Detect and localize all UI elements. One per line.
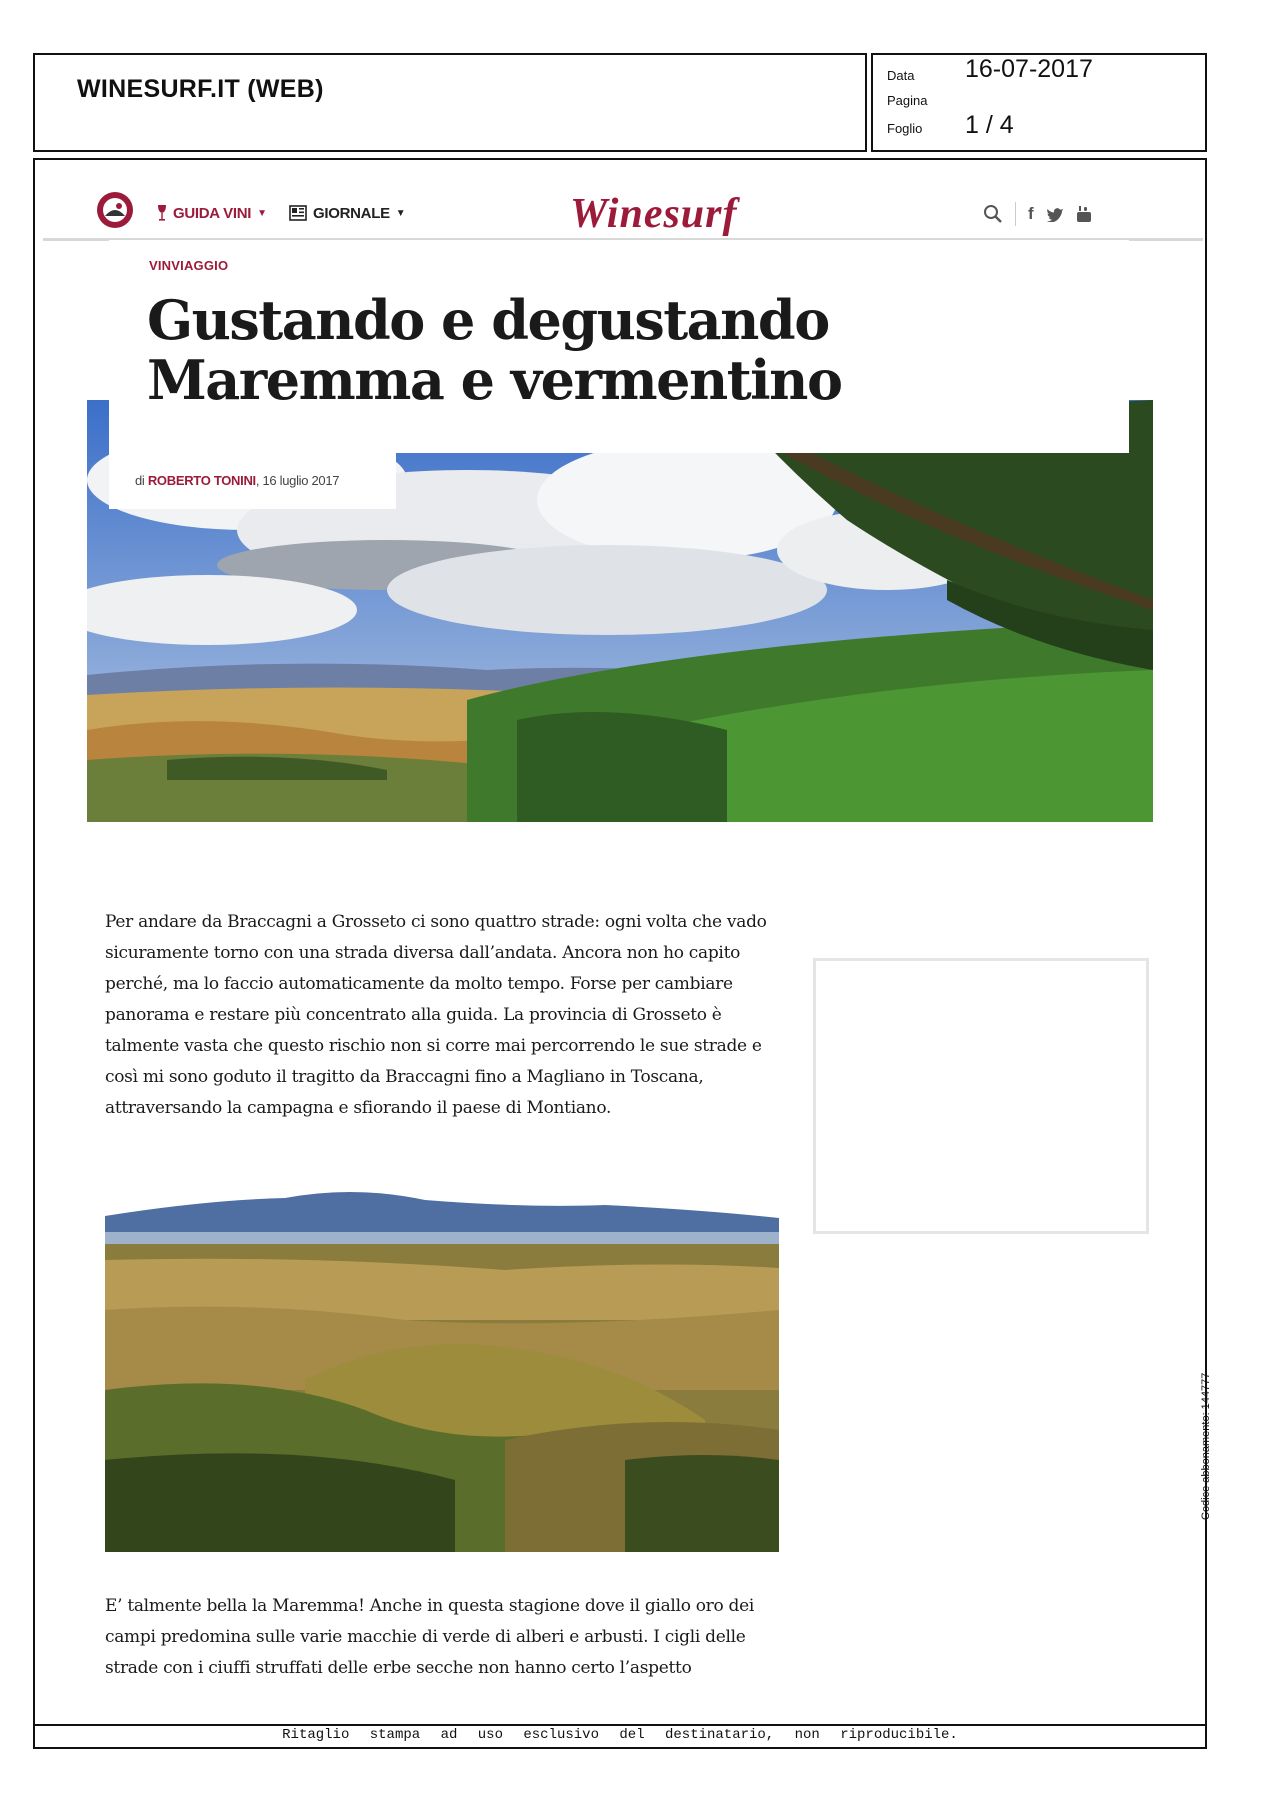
nav-guida-vini-label: GUIDA VINI (173, 204, 252, 222)
landscape-photo (105, 1160, 779, 1552)
subscription-code: Codice abbonamento: 144777 (1200, 1372, 1212, 1520)
clipping-source-box (33, 53, 867, 152)
search-icon[interactable] (983, 204, 1003, 224)
site-navbar (43, 168, 1203, 241)
clipping-meta-box (871, 53, 1207, 152)
byline-prefix: di (135, 473, 145, 488)
sheet-value: 1 / 4 (965, 111, 1014, 139)
article-byline (135, 473, 339, 488)
footer-note: Ritaglio stampa ad uso esclusivo del destinatario, non riproducibile. (282, 1727, 958, 1743)
nav-divider (1015, 202, 1016, 226)
site-brand-logo[interactable]: Winesurf (570, 191, 738, 237)
ad-placeholder (813, 958, 1149, 1234)
date-value: 16-07-2017 (965, 55, 1093, 83)
article-paragraph: Per andare da Braccagni a Grosseto ci sono quattro strade: ogni volta che vado sicuramente torno con una strada diversa dall’andata. Ancora non ho capito perché, ma lo faccio automaticamente da molto tempo. Forse per cambiare panorama e restare più concentrato alla guida. La provincia di Grosseto è talmente vasta che questo rischio non si corre mai percorrendo le sue strade e così mi sono goduto il tragitto da Braccagni fino a Magliano in Toscana, attraversando la campagna e sfiorando il paese di Montiano. (105, 912, 767, 1118)
article-date: , 16 luglio 2017 (255, 473, 340, 488)
page-frame (33, 158, 1207, 1724)
page-label: Pagina (887, 93, 928, 108)
article-byline-box (109, 453, 396, 509)
article-photo (105, 1160, 779, 1552)
nav-giornale[interactable] (289, 204, 405, 222)
article-paragraph: E’ talmente bella la Maremma! Anche in questa stagione dove il giallo oro dei campi predomina sulle varie macchie di verde di alberi e arbusti. I cigli delle strade con i ciuffi struffati delle erbe secche non hanno certo l’aspetto (105, 1596, 755, 1678)
nav-giornale-label: GIORNALE (313, 204, 390, 222)
twitter-icon[interactable] (1046, 206, 1064, 222)
clipping-footer (33, 1724, 1207, 1749)
article-category[interactable]: VINVIAGGIO (149, 258, 229, 273)
facebook-icon[interactable]: f (1028, 204, 1034, 223)
author-link[interactable]: ROBERTO TONINI (147, 473, 256, 488)
wine-glass-icon (157, 204, 167, 222)
sheet-label: Foglio (887, 121, 923, 136)
site-logo-icon[interactable] (95, 190, 135, 230)
date-label: Data (887, 68, 915, 83)
article-header (109, 240, 1129, 453)
nav-guida-vini[interactable] (157, 204, 267, 222)
chevron-down-icon: ▼ (395, 207, 406, 219)
article-title: Gustando e degustando Maremma e vermentino (147, 288, 842, 412)
chevron-down-icon: ▼ (257, 207, 267, 219)
newspaper-icon (289, 204, 307, 222)
youtube-icon[interactable] (1076, 205, 1092, 223)
clipping-source: WINESURF.IT (WEB) (77, 75, 324, 103)
nav-icon-group (983, 202, 1092, 226)
